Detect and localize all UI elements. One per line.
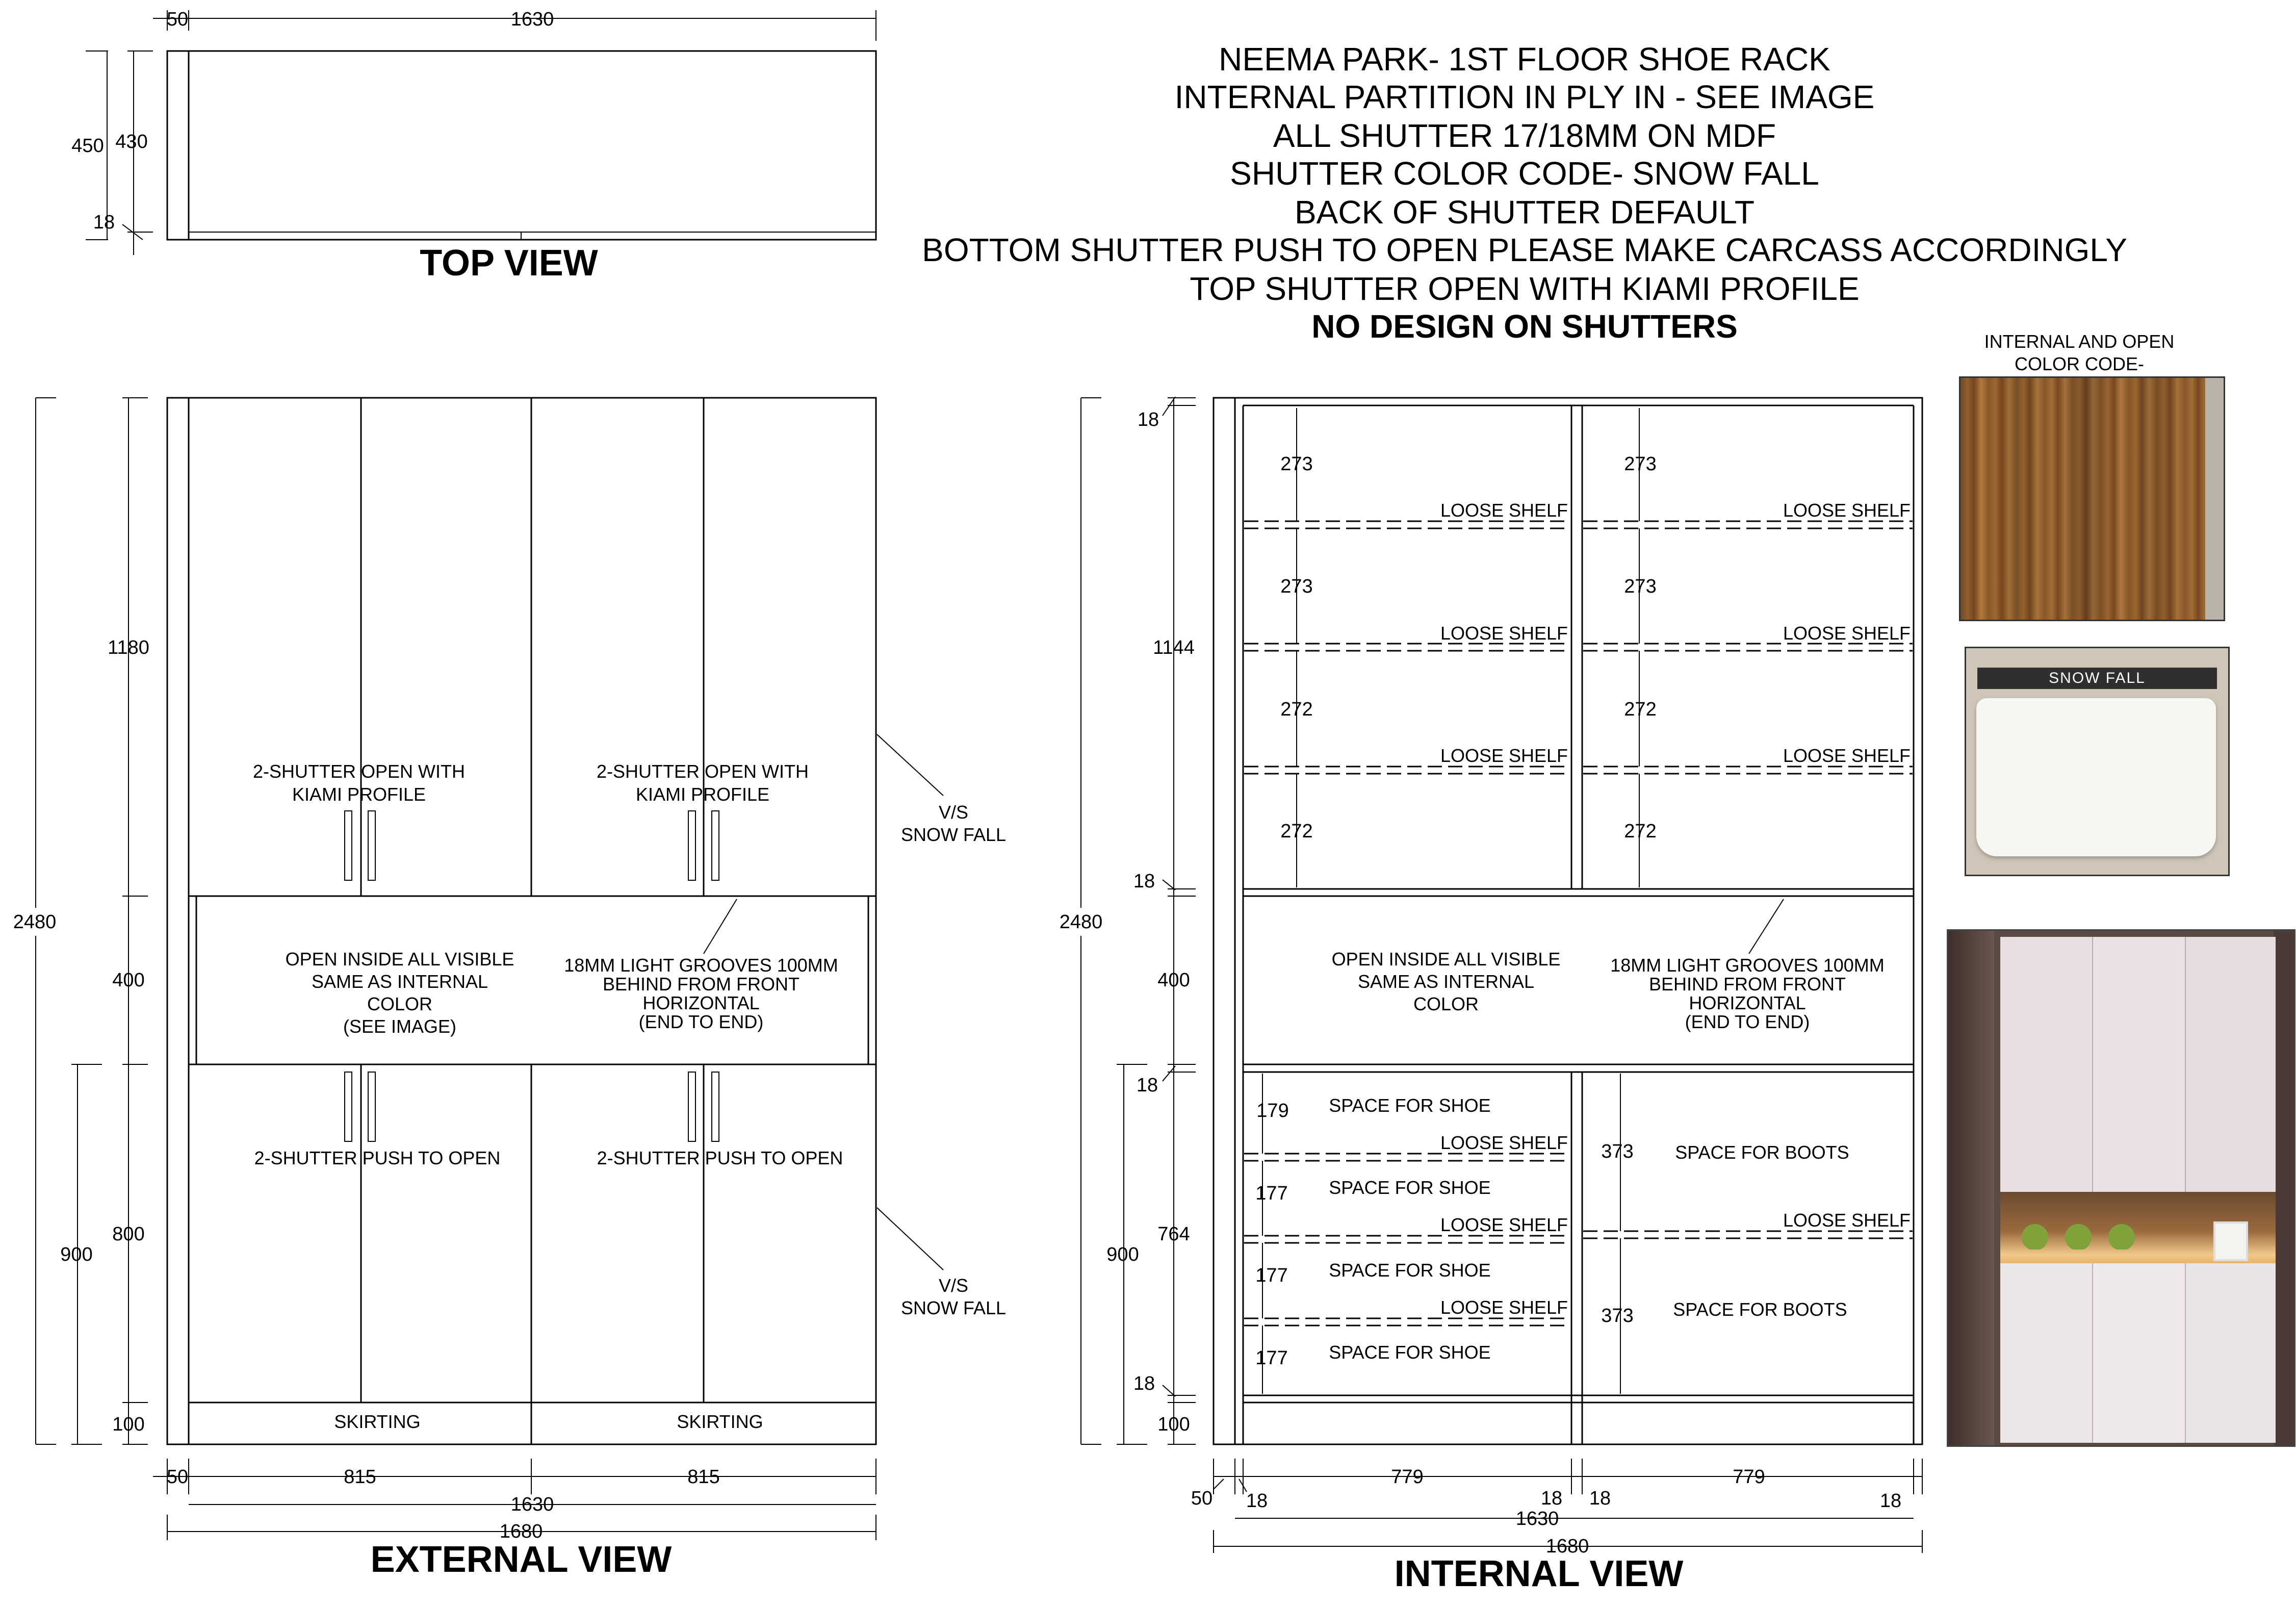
int-loose-label-l3: LOOSE SHELF bbox=[1440, 745, 1568, 766]
int-space-shoe-3: SPACE FOR SHOE bbox=[1329, 1260, 1491, 1281]
ext-vs-bottom-2: SNOW FALL bbox=[900, 1297, 1007, 1318]
ext-top-shutter-label-1a: 2-SHUTTER OPEN WITH bbox=[252, 761, 466, 782]
top-dim-50: 50 bbox=[166, 9, 189, 30]
int-dim-177-b: 177 bbox=[1255, 1265, 1288, 1286]
swatch-internal-label-1: INTERNAL AND OPEN bbox=[1984, 331, 2175, 352]
int-dim-272-l4: 272 bbox=[1280, 821, 1313, 842]
int-dim-1680: 1680 bbox=[1545, 1536, 1589, 1557]
top-view-title: TOP VIEW bbox=[420, 243, 598, 284]
int-loose-shoe-label-1: LOOSE SHELF bbox=[1440, 1132, 1568, 1153]
int-space-boots-2: SPACE FOR BOOTS bbox=[1673, 1299, 1847, 1320]
int-space-boots-1: SPACE FOR BOOTS bbox=[1675, 1142, 1849, 1163]
int-dim-18-a: 18 bbox=[1137, 409, 1159, 430]
ext-dim-400: 400 bbox=[112, 970, 145, 991]
note-back: BACK OF SHUTTER DEFAULT bbox=[1294, 194, 1755, 231]
ext-handle-bottom-2b bbox=[712, 1072, 719, 1141]
note-partition: INTERNAL PARTITION IN PLY IN - SEE IMAGE bbox=[1174, 79, 1875, 115]
ext-skirting-label-2: SKIRTING bbox=[677, 1411, 763, 1432]
int-dim-272-r3: 272 bbox=[1624, 699, 1657, 720]
ext-handle-top-2b bbox=[712, 811, 719, 880]
top-dim-18: 18 bbox=[93, 212, 115, 233]
int-groove-label-2: BEHIND FROM FRONT bbox=[1649, 974, 1846, 995]
note-title: NEEMA PARK- 1ST FLOOR SHOE RACK bbox=[1219, 41, 1830, 78]
note-bottom: BOTTOM SHUTTER PUSH TO OPEN PLEASE MAKE CARCASS ACCORDINGLY bbox=[922, 232, 2127, 268]
int-loose-label-r2: LOOSE SHELF bbox=[1783, 623, 1911, 644]
int-dim-272-r4: 272 bbox=[1624, 821, 1657, 842]
photo-top-shutter-3 bbox=[2186, 937, 2276, 1192]
ext-bottom-shutter-label-1: 2-SHUTTER PUSH TO OPEN bbox=[254, 1148, 501, 1168]
ext-handle-bottom-2a bbox=[688, 1072, 695, 1141]
ext-dim-1180: 1180 bbox=[108, 637, 149, 658]
note-top: TOP SHUTTER OPEN WITH KIAMI PROFILE bbox=[1190, 270, 1860, 307]
top-view-outline bbox=[167, 51, 876, 240]
int-loose-label-l2: LOOSE SHELF bbox=[1440, 623, 1568, 644]
int-groove-label-1: 18MM LIGHT GROOVES 100MM bbox=[1610, 955, 1885, 976]
int-dim-900: 900 bbox=[1106, 1244, 1139, 1265]
ext-dim-800: 800 bbox=[112, 1223, 145, 1245]
internal-view-title: INTERNAL VIEW bbox=[1394, 1553, 1684, 1594]
int-dim-1630: 1630 bbox=[1515, 1508, 1559, 1529]
snowfall-swatch-board bbox=[1976, 698, 2216, 856]
int-dim-373-a: 373 bbox=[1601, 1141, 1634, 1162]
ext-vs-top-2: SNOW FALL bbox=[900, 824, 1007, 845]
int-loose-shoe-label-3: LOOSE SHELF bbox=[1440, 1297, 1568, 1318]
int-loose-boots-label: LOOSE SHELF bbox=[1783, 1210, 1911, 1231]
int-dim-18-d: 18 bbox=[1133, 1373, 1155, 1394]
top-dim-1630: 1630 bbox=[510, 9, 554, 30]
ext-dim-815-b: 815 bbox=[687, 1466, 720, 1488]
external-view-title: EXTERNAL VIEW bbox=[370, 1539, 672, 1580]
int-dim-273-l1: 273 bbox=[1280, 453, 1313, 475]
int-dim-177-c: 177 bbox=[1255, 1347, 1288, 1369]
note-no-design: NO DESIGN ON SHUTTERS bbox=[1311, 308, 1738, 345]
int-dim-779-b: 779 bbox=[1733, 1466, 1765, 1488]
ext-groove-label-2: BEHIND FROM FRONT bbox=[603, 974, 799, 995]
snowfall-swatch-strip: SNOW FALL bbox=[1977, 668, 2217, 689]
photo-bottom-shutter-3 bbox=[2186, 1263, 2276, 1443]
top-view bbox=[71, 9, 876, 284]
photo-bottom-shutter-2 bbox=[2093, 1263, 2186, 1443]
int-space-shoe-2: SPACE FOR SHOE bbox=[1329, 1177, 1491, 1198]
wood-swatch-image bbox=[1959, 376, 2225, 621]
int-dim-100: 100 bbox=[1157, 1414, 1190, 1435]
ext-open-label-3: COLOR bbox=[367, 993, 433, 1014]
int-dim-2480: 2480 bbox=[1059, 911, 1103, 933]
ext-dim-815-a: 815 bbox=[344, 1466, 376, 1488]
int-dim-400: 400 bbox=[1157, 970, 1190, 991]
ext-groove-leader bbox=[704, 899, 737, 954]
int-dim-764: 764 bbox=[1157, 1223, 1190, 1245]
internal-view bbox=[1060, 397, 1922, 1594]
ext-dim-100: 100 bbox=[112, 1414, 145, 1435]
int-open-label-1: OPEN INSIDE ALL VISIBLE bbox=[1331, 949, 1561, 970]
ext-top-shutter-label-2a: 2-SHUTTER OPEN WITH bbox=[596, 761, 809, 782]
int-open-label-3: COLOR bbox=[1413, 993, 1479, 1014]
external-view bbox=[13, 398, 1006, 1580]
ext-dim-900: 900 bbox=[60, 1244, 93, 1265]
photo-right-wall bbox=[2274, 931, 2294, 1445]
int-dim-273-r1: 273 bbox=[1624, 453, 1657, 475]
int-groove-leader bbox=[1749, 899, 1784, 954]
int-loose-label-l1: LOOSE SHELF bbox=[1440, 500, 1568, 521]
int-dim-18-h: 18 bbox=[1879, 1490, 1902, 1512]
ext-groove-label-1: 18MM LIGHT GROOVES 100MM bbox=[564, 955, 838, 976]
photo-top-shutter-2 bbox=[2093, 937, 2186, 1192]
ext-vs-leader-top bbox=[877, 734, 943, 796]
int-dim-179: 179 bbox=[1256, 1100, 1289, 1121]
ext-handle-top-1b bbox=[368, 811, 375, 880]
photo-top-shutter-1 bbox=[2000, 937, 2093, 1192]
int-dim-18-b: 18 bbox=[1133, 871, 1155, 892]
ext-handle-bottom-1a bbox=[345, 1072, 352, 1141]
photo-plant-3 bbox=[2106, 1219, 2137, 1250]
int-dim-50-leader bbox=[1214, 1479, 1224, 1489]
ext-vs-top-1: V/S bbox=[938, 802, 969, 823]
int-dim-273-l2: 273 bbox=[1280, 576, 1313, 597]
ext-handle-bottom-1b bbox=[368, 1072, 375, 1141]
int-dim-18-e: 18 bbox=[1246, 1490, 1268, 1512]
ext-vs-leader-bottom bbox=[877, 1208, 943, 1270]
int-dim-50: 50 bbox=[1191, 1488, 1213, 1509]
ext-top-shutter-label-2b: KIAMI PROFILE bbox=[635, 784, 770, 805]
ext-dim-1680: 1680 bbox=[499, 1521, 543, 1542]
ext-handle-top-2a bbox=[688, 811, 695, 880]
top-dim-450: 450 bbox=[71, 135, 104, 157]
int-dim-1144: 1144 bbox=[1153, 637, 1195, 658]
ext-groove-label-3: HORIZONTAL bbox=[642, 992, 760, 1013]
int-dim-373-b: 373 bbox=[1601, 1305, 1634, 1327]
int-dim-18-c: 18 bbox=[1136, 1075, 1158, 1096]
ext-groove-label-4: (END TO END) bbox=[638, 1011, 764, 1032]
ext-open-label-2: SAME AS INTERNAL bbox=[311, 971, 488, 992]
ext-skirting-label-1: SKIRTING bbox=[334, 1411, 421, 1432]
ext-outline bbox=[167, 398, 876, 1444]
photo-bottom-shutter-1 bbox=[2000, 1263, 2093, 1443]
int-dim-272-l3: 272 bbox=[1280, 699, 1313, 720]
notes-block bbox=[922, 41, 2127, 345]
ext-dim-50: 50 bbox=[166, 1466, 189, 1488]
int-groove-label-4: (END TO END) bbox=[1685, 1011, 1810, 1032]
ext-top-shutter-label-1b: KIAMI PROFILE bbox=[292, 784, 426, 805]
reference-photo bbox=[1947, 929, 2295, 1447]
ext-vs-bottom-1: V/S bbox=[938, 1275, 969, 1296]
int-outline bbox=[1214, 398, 1922, 1444]
top-dim-430: 430 bbox=[115, 131, 148, 152]
int-dim-273-r2: 273 bbox=[1624, 576, 1657, 597]
ext-dim-2480: 2480 bbox=[13, 911, 57, 933]
photo-plant-1 bbox=[2020, 1219, 2050, 1250]
int-dim-177-a: 177 bbox=[1255, 1183, 1288, 1204]
ext-bottom-shutter-label-2: 2-SHUTTER PUSH TO OPEN bbox=[597, 1148, 843, 1168]
int-dim-18-f: 18 bbox=[1540, 1488, 1563, 1509]
wood-swatch-edge bbox=[2205, 378, 2224, 620]
int-dim-18-g: 18 bbox=[1589, 1488, 1611, 1509]
int-space-shoe-4: SPACE FOR SHOE bbox=[1329, 1342, 1491, 1363]
ext-open-label-1: OPEN INSIDE ALL VISIBLE bbox=[285, 949, 514, 970]
int-groove-label-3: HORIZONTAL bbox=[1689, 992, 1806, 1013]
int-loose-label-r1: LOOSE SHELF bbox=[1783, 500, 1911, 521]
int-loose-shoe-label-2: LOOSE SHELF bbox=[1440, 1214, 1568, 1235]
photo-frame bbox=[2213, 1221, 2248, 1261]
swatch-internal-label-2: COLOR CODE- bbox=[2014, 353, 2145, 374]
note-shutter: ALL SHUTTER 17/18MM ON MDF bbox=[1273, 117, 1776, 154]
note-color: SHUTTER COLOR CODE- SNOW FALL bbox=[1230, 155, 1819, 192]
int-loose-label-r3: LOOSE SHELF bbox=[1783, 745, 1911, 766]
int-space-shoe-1: SPACE FOR SHOE bbox=[1329, 1095, 1491, 1116]
photo-plant-2 bbox=[2063, 1219, 2094, 1250]
snowfall-swatch-image bbox=[1965, 647, 2230, 876]
int-open-label-2: SAME AS INTERNAL bbox=[1357, 971, 1535, 992]
ext-handle-top-1a bbox=[345, 811, 352, 880]
int-dim-779-a: 779 bbox=[1391, 1466, 1424, 1488]
ext-open-label-4: (SEE IMAGE) bbox=[343, 1016, 457, 1037]
photo-left-wall bbox=[1948, 931, 1994, 1445]
ext-dim-1630: 1630 bbox=[510, 1494, 554, 1515]
